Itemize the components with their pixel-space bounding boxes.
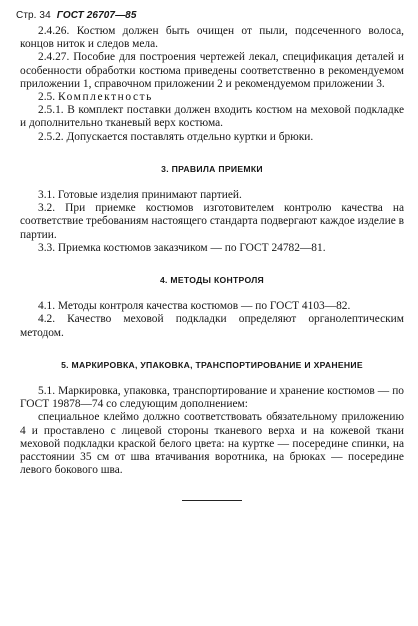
paragraph-2-5-2: 2.5.2. Допускается поставлять отдельно куртки и брюки. bbox=[38, 130, 314, 143]
paragraph-2-4-27: 2.4.27. Пособие для построения чертежей лекал, спецификация деталей и особенности обработки костюма приведены соответственно в рекомендуемом приложении 1, справочном приложении 2 и рекомендуемом приложении 3. bbox=[20, 51, 404, 90]
paragraph-2-5 bbox=[20, 91, 404, 104]
section-3-title: 3. ПРАВИЛА ПРИЕМКИ bbox=[161, 163, 263, 174]
paragraph-2-5-1: 2.5.1. В комплект поставки должен входить костюм на меховой подкладке и дополнительно тканевый верх костюма. bbox=[20, 104, 404, 130]
document-body bbox=[20, 25, 404, 501]
paragraph-3-2: 3.2. При приемке костюмов изготовителем контролю качества на соответствие требованиям настоящего стандарта подвергают каждое изделие в партии. bbox=[20, 202, 404, 241]
paragraph-2-4-26: 2.4.26. Костюм должен быть очищен от пыли, подсеченного волоса, концов ниток и следов мела. bbox=[20, 25, 404, 51]
page-number: Стр. 34 bbox=[16, 10, 51, 21]
paragraph-2-5-title: Комплектность bbox=[57, 91, 153, 104]
section-5-title: 5. МАРКИРОВКА, УПАКОВКА, ТРАНСПОРТИРОВАНИЕ И ХРАНЕНИЕ bbox=[61, 359, 363, 370]
paragraph-3-3: 3.3. Приемка костюмов заказчиком — по ГОСТ 24782—81. bbox=[38, 241, 326, 254]
paragraph-3-1: 3.1. Готовые изделия принимают партией. bbox=[38, 189, 242, 202]
paragraph-5-1: 5.1. Маркировка, упаковка, транспортирование и хранение костюмов — по ГОСТ 19878—74 со следующим дополнением: bbox=[20, 385, 404, 411]
page-header bbox=[16, 10, 137, 21]
paragraph-4-1: 4.1. Методы контроля качества костюмов — по ГОСТ 4103—82. bbox=[38, 300, 351, 313]
paragraph-5-1-continuation: специальное клеймо должно соответствовать обязательному приложению 4 и проставлено с лицевой стороны тканевого верха и на кожевой ткани меховой подкладки краской белого цвета: на куртке — посередине спинки, на расстоянии 35 см от шва втачивания воротника, на брюках — посередине левого бокового шва. bbox=[20, 411, 404, 477]
standard-code: ГОСТ 26707—85 bbox=[56, 10, 137, 21]
paragraph-4-2: 4.2. Качество меховой подкладки определяют органолептическим методом. bbox=[20, 313, 404, 339]
section-4-title: 4. МЕТОДЫ КОНТРОЛЯ bbox=[159, 275, 265, 286]
end-divider bbox=[182, 500, 242, 501]
paragraph-2-5-number: 2.5. bbox=[38, 91, 56, 104]
